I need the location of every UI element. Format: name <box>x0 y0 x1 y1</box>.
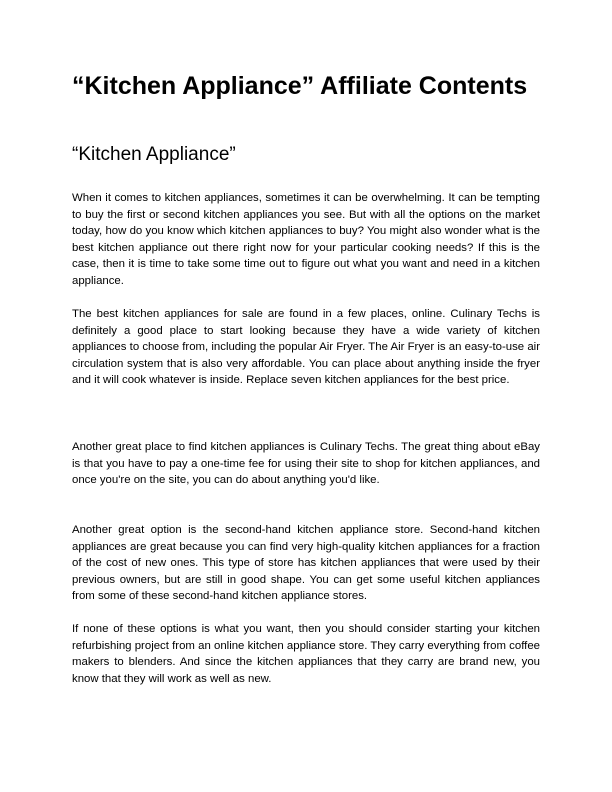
document-title: “Kitchen Appliance” Affiliate Contents <box>72 72 528 100</box>
paragraph-second-hand: Another great option is the second-hand kitchen appliance store. Second-hand kitchen appliances are great because you can find very high-quality kitchen appliances for a fraction of the cost of new ones. This type of store has kitchen appliances that were used by their previous owners, but are still in good shape. You can get some useful kitchen appliances from some of these second-hand kitchen appliance stores. <box>72 524 540 602</box>
paragraph-intro: When it comes to kitchen appliances, sometimes it can be overwhelming. It can be tempting to buy the first or second kitchen appliances you see. But with all the options on the market today, how do you know which kitchen appliances to buy? You might also wonder what is the best kitchen appliance out there right now for your particular cooking needs? If this is the case, then it is time to take some time out to figure out what you want and need in a kitchen appliance. <box>72 192 540 287</box>
paragraph-refurbishing: If none of these options is what you want, then you should consider starting your kitchen refurbishing project from an online kitchen appliance store. They carry everything from coffee makers to blenders. And since the kitchen appliances that they carry are brand new, you know that they will work as well as new. <box>72 623 540 685</box>
paragraph-best-appliances: The best kitchen appliances for sale are found in a few places, online. Culinary Techs is definitely a good place to start looking because they have a wide variety of kitchen appliances to choose from, including the popular Air Fryer. The Air Fryer is an easy-to-use air circulation system that is also very affordable. You can place about anything inside the fryer and it will cook whatever is inside. Replace seven kitchen appliances for the best price. <box>72 308 540 386</box>
section-heading: “Kitchen Appliance” <box>72 144 236 165</box>
paragraph-another-place: Another great place to find kitchen appliances is Culinary Techs. The great thing about eBay is that you have to pay a one-time fee for using their site to shop for kitchen appliances, and once you're on the site, you can do about anything you'd like. <box>72 441 540 486</box>
